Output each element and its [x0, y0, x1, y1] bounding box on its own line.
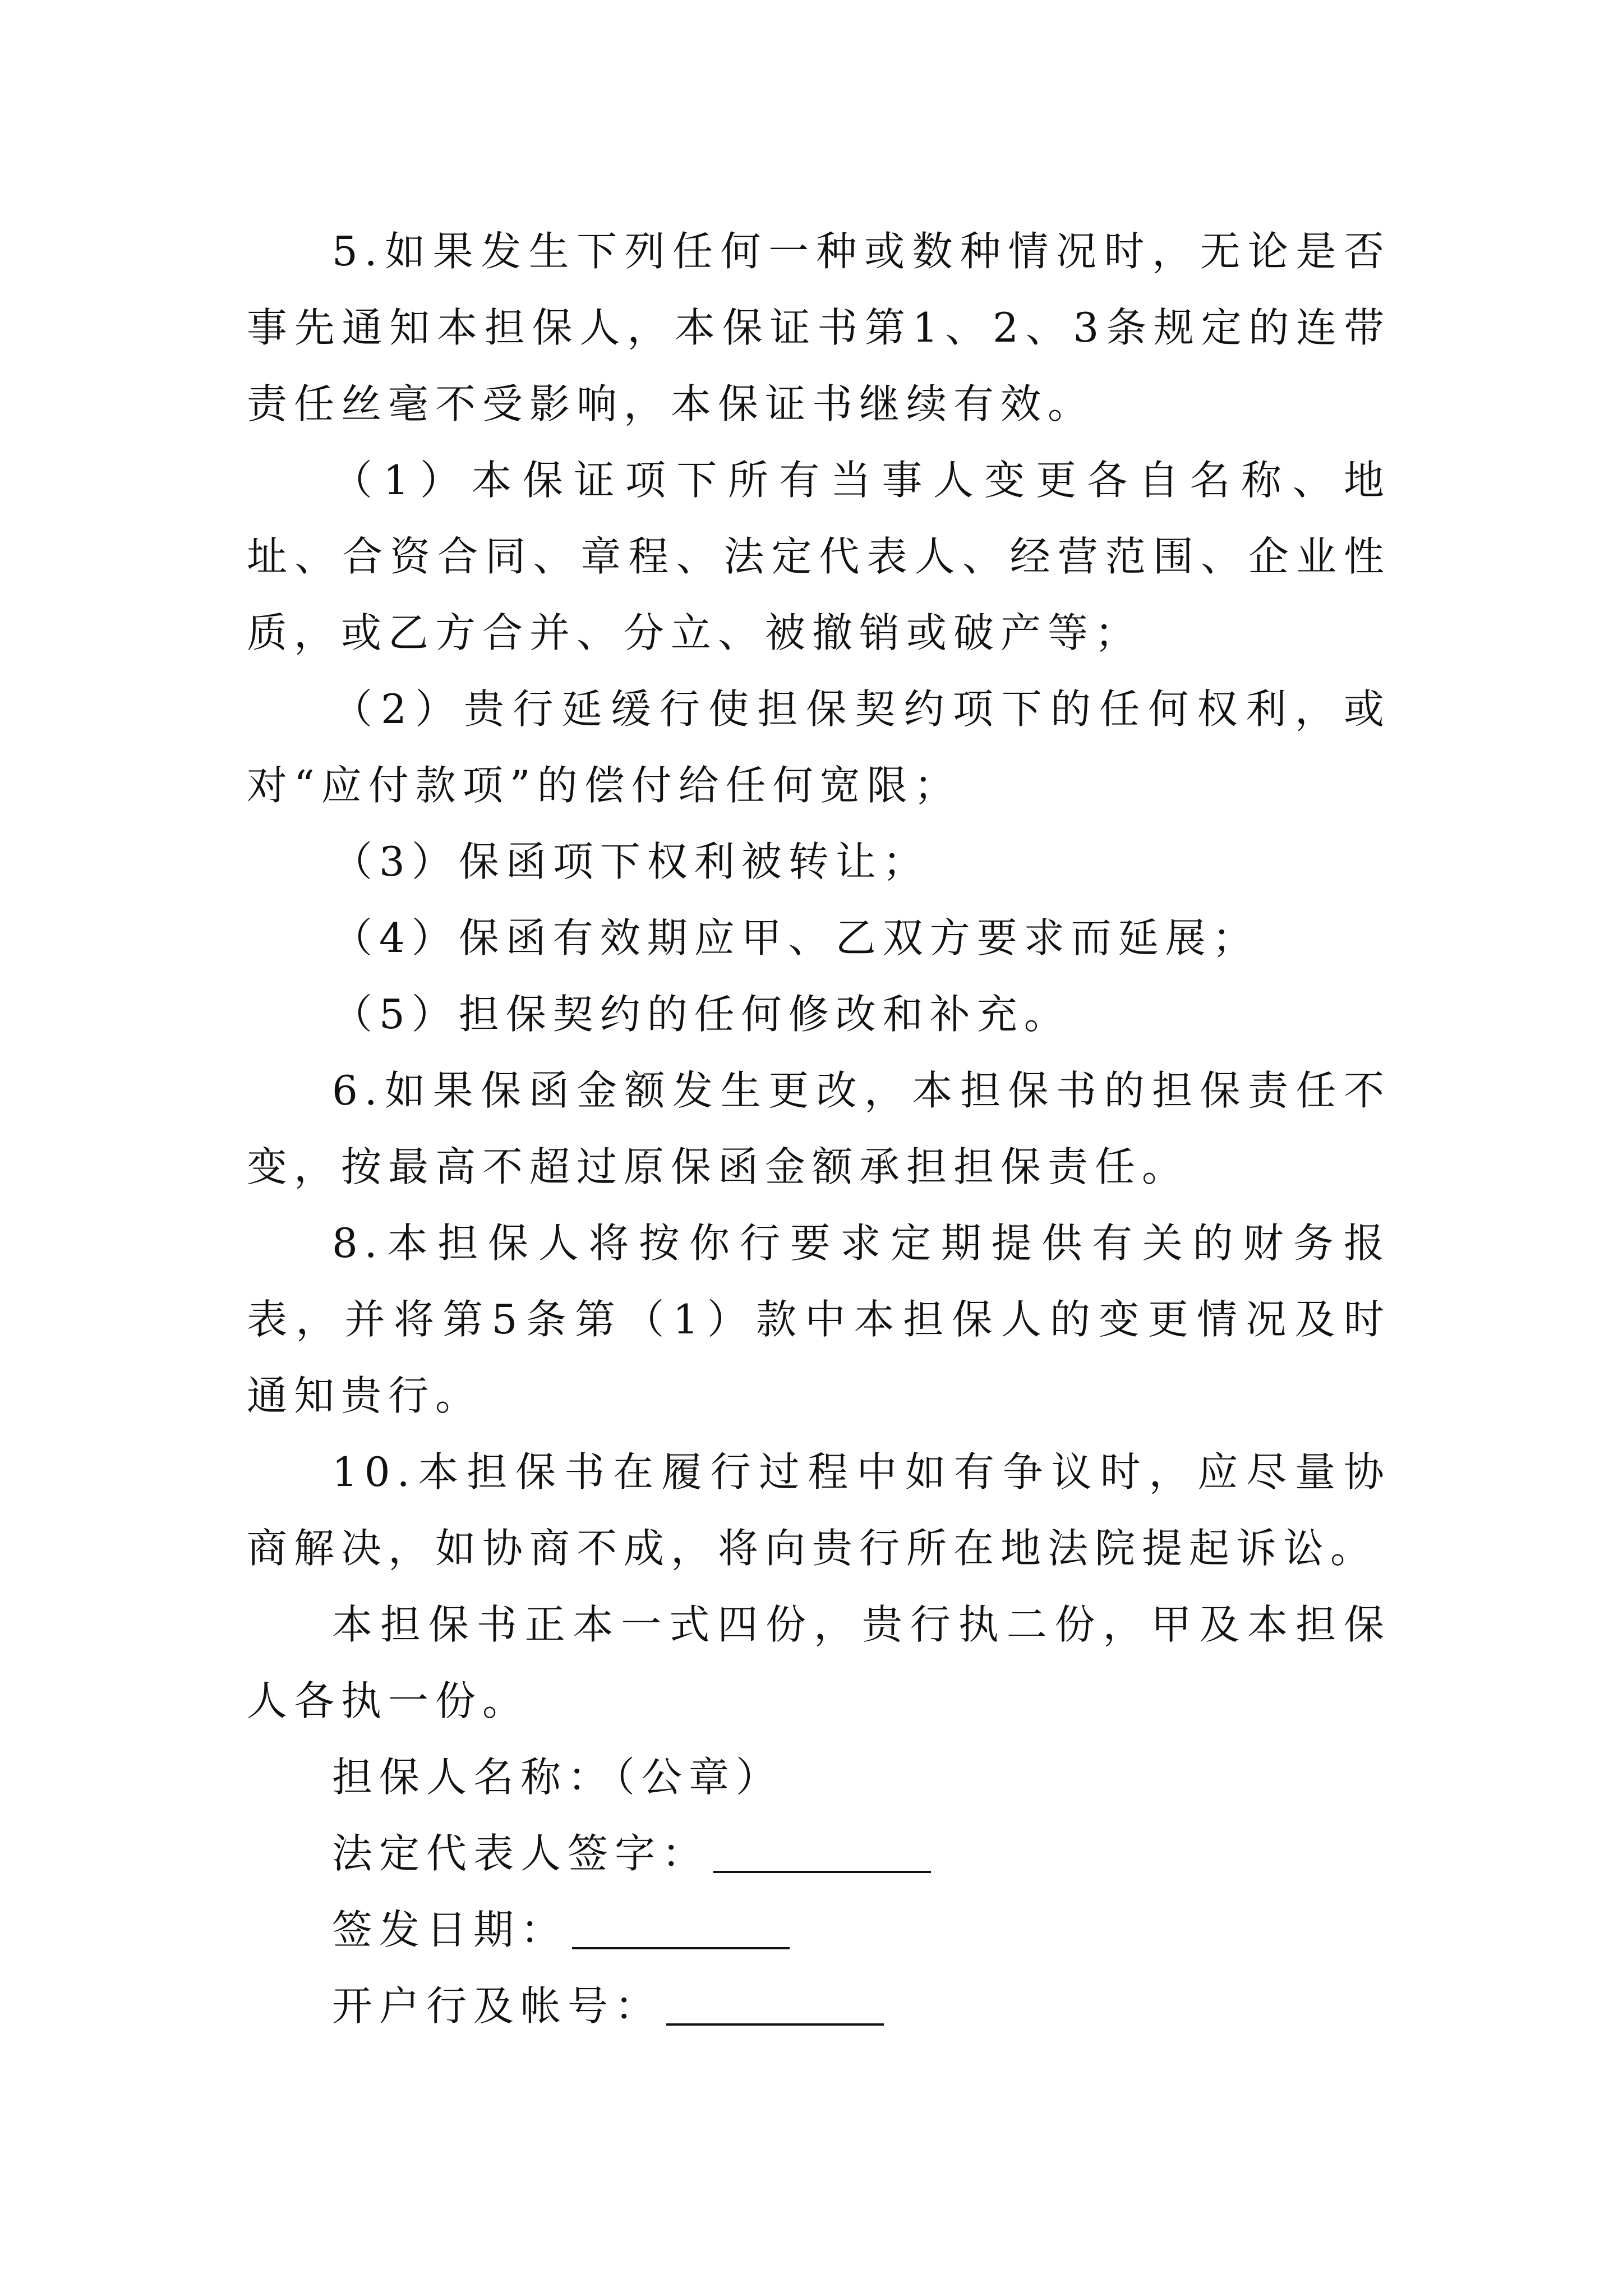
guarantor-name-label: 担保人名称：（公章） [332, 1754, 783, 1801]
clause-5-item-5: （5）担保契约的任何修改和补充。 [332, 991, 1071, 1038]
legal-rep-signature-label: 法定代表人签字： [332, 1830, 709, 1877]
document-body [247, 213, 1391, 2044]
issue-date-label: 签发日期： [332, 1906, 568, 1953]
guarantor-name-line [247, 1739, 1391, 1815]
clause-8-paragraph: 8.本担保人将按你行要求定期提供有关的财务报表，并将第5条第（1）款中本担保人的变更情况及时通知贵行。 [247, 1220, 1391, 1419]
copies-paragraph: 本担保书正本一式四份，贵行执二份，甲及本担保人各执一份。 [247, 1601, 1391, 1724]
issue-date-line [247, 1892, 1391, 1968]
legal-rep-signature-blank [713, 1871, 931, 1873]
clause-5-item-3: （3）保函项下权利被转让； [332, 838, 930, 885]
bank-account-line [247, 1968, 1391, 2044]
clause-5-item-4: （4）保函有效期应甲、乙双方要求而延展； [332, 914, 1260, 961]
clause-5-paragraph: 5.如果发生下列任何一种或数种情况时，无论是否事先通知本担保人，本保证书第1、2、3条规定的连带责任丝毫不受影响，本保证书继续有效。 [247, 228, 1391, 427]
legal-rep-signature-line [247, 1815, 1391, 1892]
bank-account-label: 开户行及帐号： [332, 1982, 662, 2030]
clause-10-paragraph: 10.本担保书在履行过程中如有争议时，应尽量协商解决，如协商不成，将向贵行所在地法院提起诉讼。 [247, 1448, 1391, 1572]
clause-5-item-1: （1）本保证项下所有当事人变更各自名称、地址、合资合同、章程、法定代表人、经营范围、企业性质，或乙方合并、分立、被撤销或破产等； [247, 457, 1391, 656]
issue-date-blank [572, 1947, 790, 1949]
bank-account-blank [666, 2023, 884, 2026]
clause-5-item-2: （2）贵行延缓行使担保契约项下的任何权利，或对“应付款项”的偿付给任何宽限； [247, 685, 1391, 809]
clause-6-paragraph: 6.如果保函金额发生更改，本担保书的担保责任不变，按最高不超过原保函金额承担担保责任。 [247, 1067, 1391, 1190]
